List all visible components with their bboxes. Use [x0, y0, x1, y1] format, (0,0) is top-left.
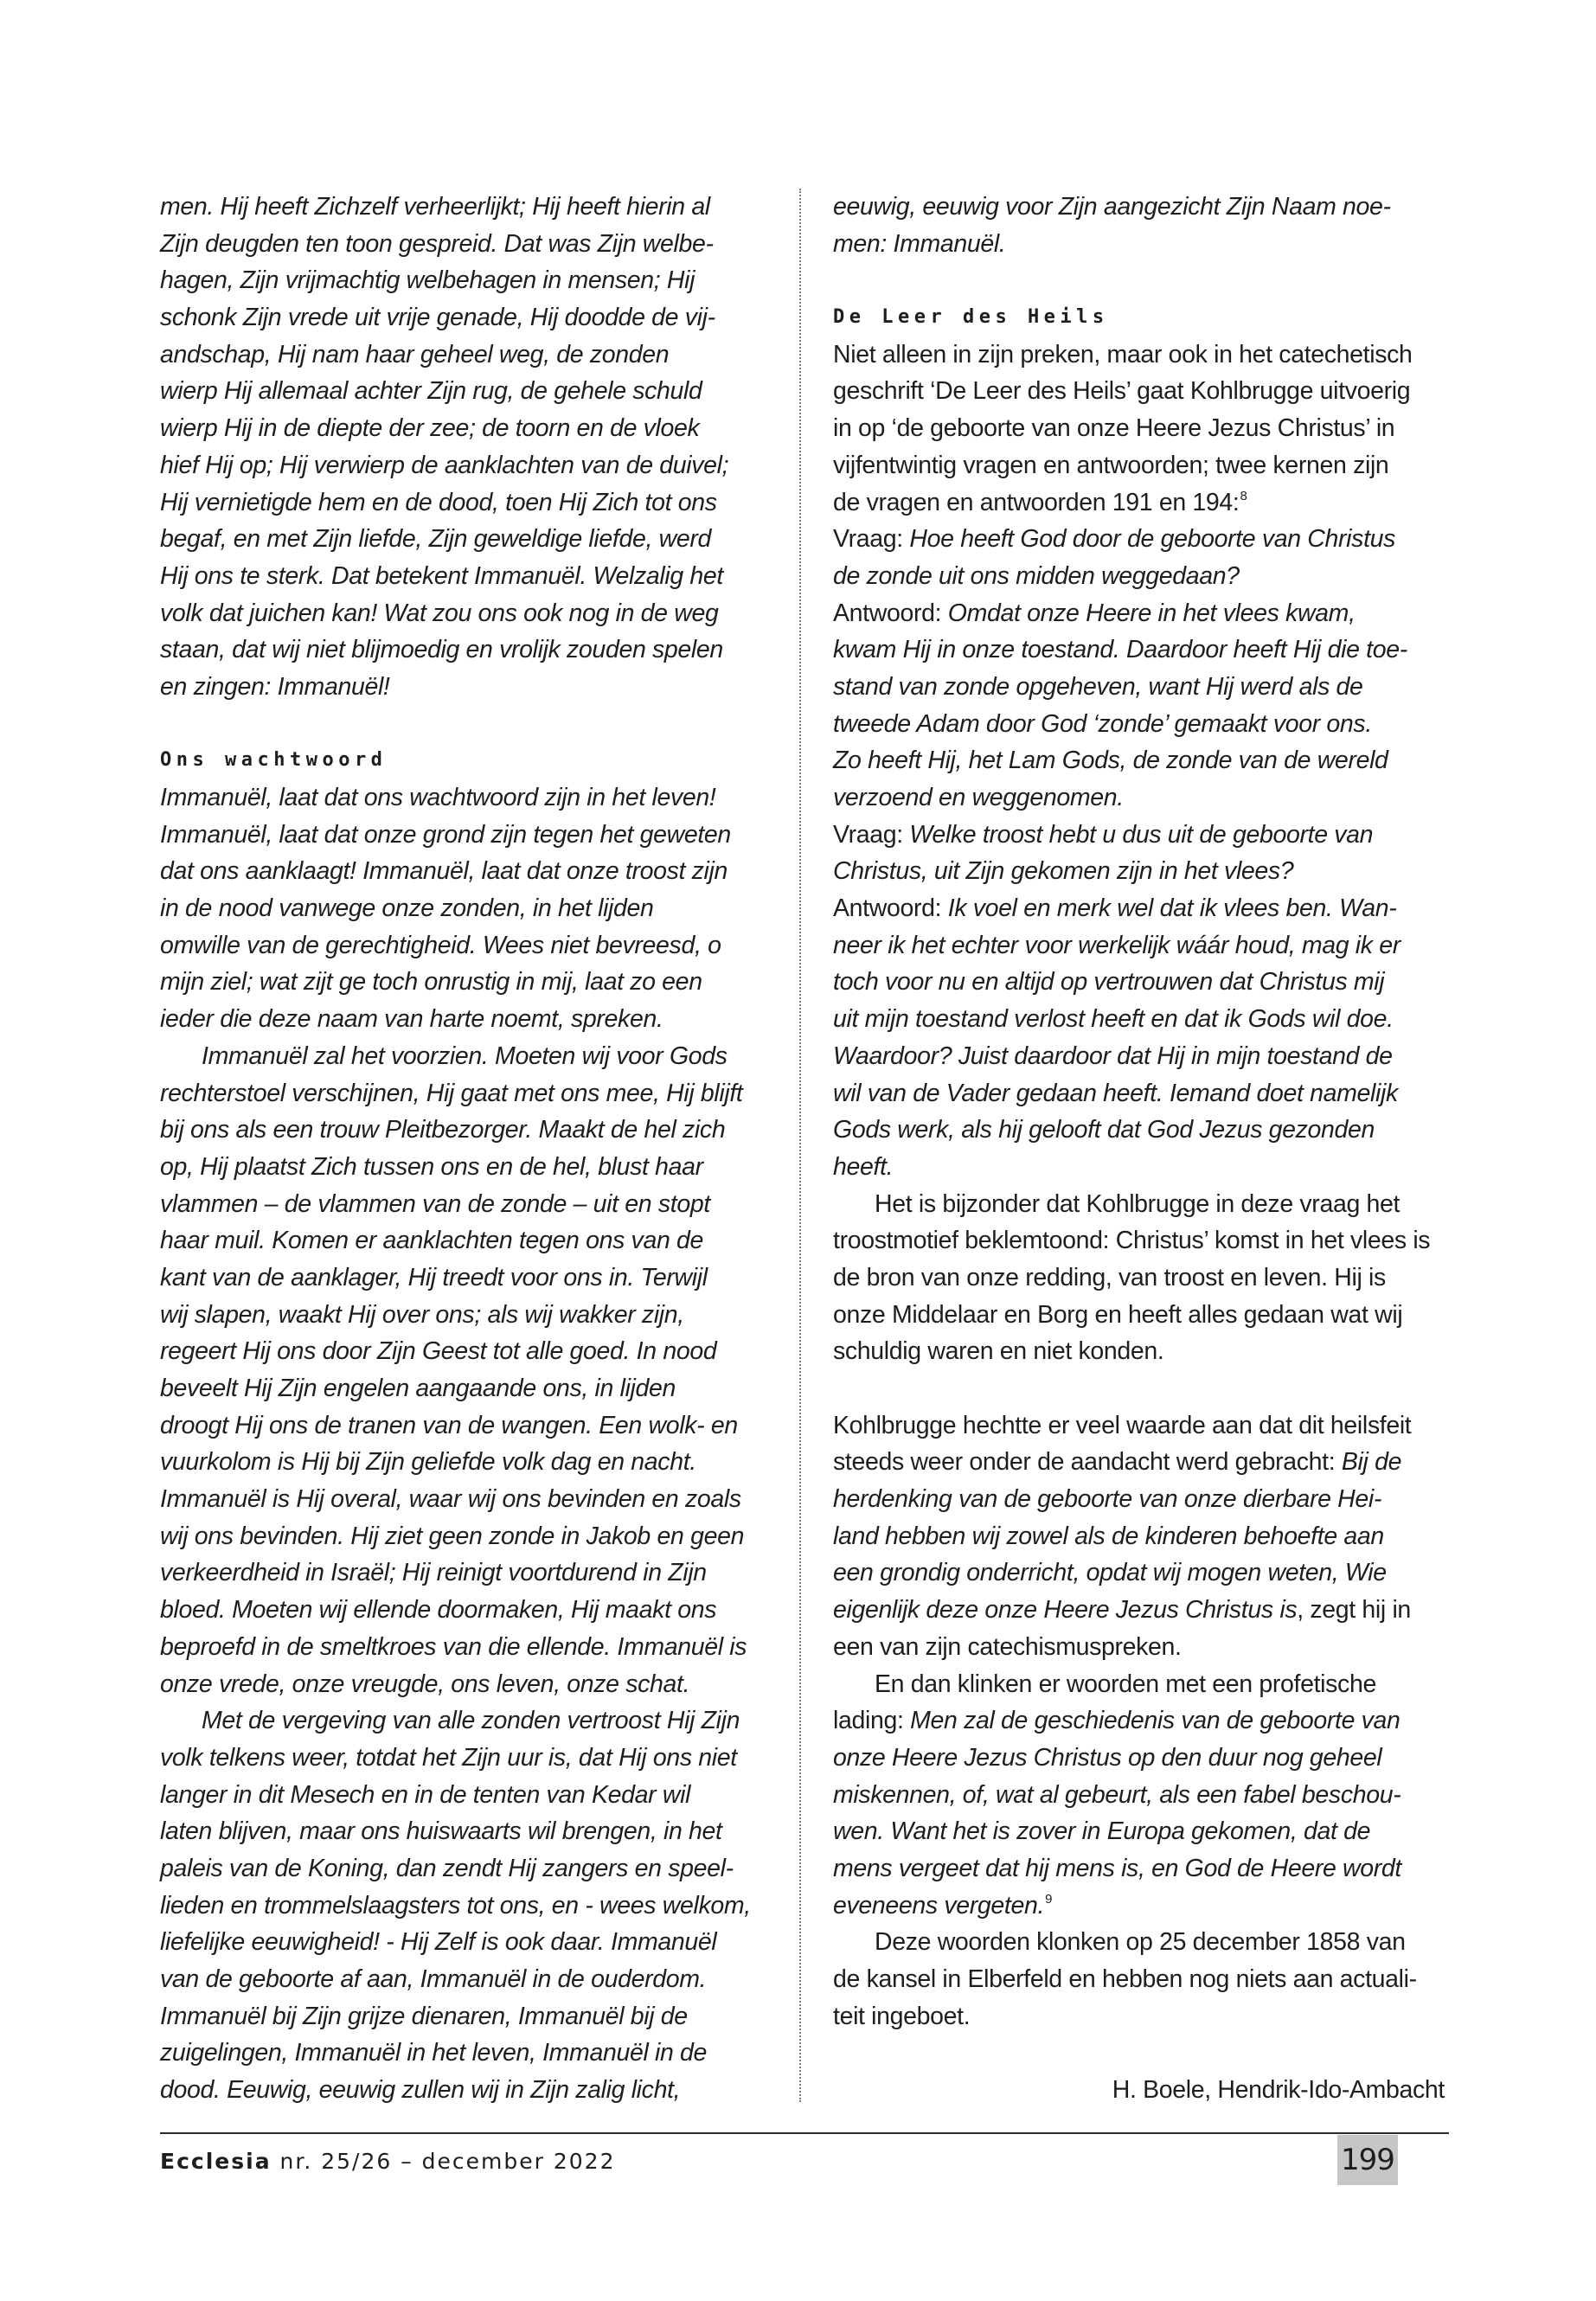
italic-text: Zo heeft Hij, het Lam Gods, de zonde van de wereld: [833, 747, 1388, 775]
italic-text: vuurkolom is Hij bij Zijn geliefde volk dag en nacht.: [160, 1448, 696, 1477]
italic-text: omwille van de gerechtigheid. Wees niet bevreesd, o: [160, 931, 721, 959]
italic-text: miskennen, of, wat al gebeurt, als een fabel beschou-: [833, 1780, 1401, 1809]
italic-text: mens vergeet dat hij mens is, en God de Heere wordt: [833, 1854, 1401, 1882]
italic-text: beproefd in de smeltkroes van die ellende. Immanuël is: [160, 1632, 747, 1661]
italic-text: mijn ziel; wat zijt ge toch onrustig in mij, laat zo een: [160, 968, 702, 997]
column-divider: [799, 189, 801, 2102]
italic-text: dood. Eeuwig, eeuwig zullen wij in Zijn zalig licht,: [160, 2076, 681, 2105]
italic-text: verzoend en weggenomen.: [833, 784, 1124, 811]
italic-text: volk telkens weer, totdat het Zijn uur is, dat Hij ons niet: [160, 1743, 737, 1772]
italic-text: en zingen: Immanuël!: [160, 672, 390, 701]
italic-text: neer ik het echter voor werkelijk wáár houd, mag ik er: [833, 931, 1401, 959]
text-line: [160, 1554, 766, 1592]
text-line: [160, 1888, 766, 1925]
italic-text: Waardoor? Juist daardoor dat Hij in mijn toestand de: [833, 1042, 1393, 1070]
text-line: [160, 1702, 766, 1740]
text-line: [160, 853, 766, 890]
text-line: [160, 558, 766, 595]
italic-text: Immanuël, laat dat onze grond zijn tegen het geweten: [160, 820, 731, 849]
text: geschrift ‘De Leer des Heils’ gaat Kohlbrugge uitvoerig: [833, 377, 1411, 406]
text-line: [833, 189, 1452, 226]
text-line: [833, 817, 1452, 854]
footer-publication: [160, 2149, 616, 2174]
text: in op ‘de geboorte van onze Heere Jezus Christus’ in: [833, 414, 1395, 443]
text-line: [160, 1813, 766, 1850]
text-line: [160, 669, 766, 706]
italic-text: volk dat juichen kan! Wat zou ons ook nog in de weg: [160, 599, 719, 627]
italic-text: Zijn deugden ten toon gespreid. Dat was Zijn welbe-: [160, 229, 714, 258]
italic-text: langer in dit Mesech en in de tenten van Kedar wil: [160, 1780, 691, 1809]
text-line: [160, 927, 766, 965]
text-line: [160, 1149, 766, 1186]
text-line: [160, 631, 766, 669]
italic-text: stand van zonde opgeheven, want Hij werd als de: [833, 672, 1363, 701]
text-line: [833, 853, 1452, 890]
text-line: [833, 1518, 1452, 1555]
text-line: [160, 779, 766, 817]
italic-text: men. Hij heeft Zichzelf verheerlijkt; Hij heeft hierin al: [160, 193, 710, 221]
text-line: [160, 890, 766, 927]
italic-text: onze vrede, onze vreugde, ons leven, onze schat.: [160, 1670, 690, 1698]
text: Het is bijzonder dat Kohlbrugge in deze vraag het: [875, 1189, 1401, 1218]
text-line: [833, 669, 1452, 706]
text-line: [833, 927, 1452, 965]
text-line: [833, 484, 1452, 522]
text: H. Boele, Hendrik-Ido-Ambacht: [1112, 2076, 1445, 2105]
text-line: [833, 1333, 1452, 1370]
italic-text: Immanuël bij Zijn grijze dienaren, Immanuël bij de: [160, 2002, 688, 2030]
text: de kansel in Elberfeld en hebben nog niets aan actuali-: [833, 1965, 1417, 1993]
italic-text: eeuwig, eeuwig voor Zijn aangezicht Zijn Naam noe-: [833, 193, 1391, 221]
text-line: [833, 521, 1452, 558]
text-line: [833, 1813, 1452, 1850]
text-line: [833, 706, 1452, 743]
italic-text: Met de vergeving van alle zonden vertroost Hij Zijn: [202, 1707, 740, 1735]
italic-text: Men zal de geschiedenis van de geboorte van: [910, 1707, 1401, 1735]
italic-text: Hij vernietigde hem en de dood, toen Hij Zich tot ons: [160, 488, 717, 516]
text-line: [833, 1850, 1452, 1888]
italic-text: laten blijven, maar ons huiswaarts wil brengen, in het: [160, 1817, 722, 1846]
text-line: [833, 1112, 1452, 1149]
left-column: [160, 189, 766, 2109]
text-line: [160, 1592, 766, 1629]
text-line: [160, 1961, 766, 1998]
text-line: [160, 1297, 766, 1334]
text-line: [160, 1259, 766, 1297]
text: , zegt hij in: [1297, 1596, 1411, 1625]
page-number: 199: [1337, 2135, 1398, 2185]
text-line: [160, 299, 766, 336]
text-line: [160, 817, 766, 854]
text-line: [160, 373, 766, 410]
text: schuldig waren en niet konden.: [833, 1337, 1164, 1366]
italic-text: in de nood vanwege onze zonden, in het lijden: [160, 894, 654, 923]
blank-line: [833, 1370, 1452, 1407]
text-line: [160, 2035, 766, 2072]
italic-text: Hoe heeft God door de geboorte van Christus: [909, 525, 1396, 554]
italic-text: op, Hij plaatst Zich tussen ons en de hel, blust haar: [160, 1152, 703, 1181]
text-line: [833, 890, 1452, 927]
text-line: [160, 410, 766, 447]
italic-text: herdenking van de geboorte van onze dierbare Hei-: [833, 1485, 1382, 1514]
italic-text: Immanuël is Hij overal, waar wij ons bevinden en zoals: [160, 1485, 741, 1514]
italic-text: van de geboorte af aan, Immanuël in de ouderdom.: [160, 1965, 707, 1993]
text: lading:: [833, 1707, 911, 1735]
italic-text: paleis van de Koning, dan zendt Hij zangers en speel-: [160, 1854, 734, 1882]
text-line: [833, 1924, 1452, 1961]
italic-text: rechterstoel verschijnen, Hij gaat met ons mee, Hij blijft: [160, 1079, 743, 1107]
text: En dan klinken er woorden met een profetische: [875, 1670, 1376, 1698]
text-line: [833, 631, 1452, 669]
italic-text: bloed. Moeten wij ellende doormaken, Hij maakt ons: [160, 1596, 717, 1625]
text-line: [833, 410, 1452, 447]
text-line: [833, 1407, 1452, 1445]
italic-text: Hij ons te sterk. Dat betekent Immanuël. Welzalig het: [160, 561, 723, 590]
text-line: [833, 1998, 1452, 2035]
text-line: [160, 1222, 766, 1259]
text: troostmotief beklemtoond: Christus’ komst in het vlees is: [833, 1227, 1431, 1255]
text: de bron van onze redding, van troost en leven. Hij is: [833, 1263, 1386, 1292]
text: Vraag:: [833, 525, 910, 554]
text-line: [833, 742, 1452, 779]
text: Deze woorden klonken op 25 december 1858 van: [875, 1928, 1406, 1957]
italic-text: wij ons bevinden. Hij ziet geen zonde in Jakob en geen: [160, 1522, 745, 1550]
text: steeds weer onder de aandacht werd gebracht:: [833, 1448, 1342, 1477]
text-line: [833, 1001, 1452, 1038]
text-line: [833, 1075, 1452, 1112]
italic-text: heeft.: [833, 1152, 894, 1181]
text-line: [160, 447, 766, 484]
blank-line: [833, 262, 1452, 299]
section-heading: Ons wachtwoord: [160, 749, 388, 772]
text-line: [833, 1629, 1452, 1666]
author-signature: [833, 2072, 1452, 2109]
text-line: [833, 1702, 1452, 1740]
text-line: [160, 1850, 766, 1888]
text-line: [160, 1333, 766, 1370]
text-line: [160, 2072, 766, 2109]
text-line: [833, 1666, 1452, 1703]
text-line: [160, 1038, 766, 1075]
text: Vraag:: [833, 820, 910, 849]
text-line: [160, 1407, 766, 1445]
italic-text: verkeerdheid in Israël; Hij reinigt voortdurend in Zijn: [160, 1559, 707, 1587]
text-line: [160, 1518, 766, 1555]
text-line: [833, 1444, 1452, 1481]
text-line: [160, 1370, 766, 1407]
italic-text: men: Immanuël.: [833, 229, 1006, 258]
text-line: [833, 1038, 1452, 1075]
italic-text: wen. Want het is zover in Europa gekomen, dat de: [833, 1817, 1371, 1846]
italic-text: de zonde uit ons midden weggedaan?: [833, 561, 1240, 590]
italic-text: begaf, en met Zijn liefde, Zijn geweldige liefde, werd: [160, 525, 711, 554]
text-line: [160, 484, 766, 522]
text-line: [833, 779, 1452, 817]
italic-text: schonk Zijn vrede uit vrije genade, Hij doodde de vij-: [160, 304, 715, 332]
text-line: [160, 1924, 766, 1961]
italic-text: regeert Hij ons door Zijn Geest tot alle goed. In nood: [160, 1337, 717, 1366]
text: Antwoord:: [833, 894, 948, 923]
italic-text: beveelt Hij Zijn engelen aangaande ons, in lijden: [160, 1375, 676, 1402]
italic-text: een grondig onderricht, opdat wij mogen weten, Wie: [833, 1559, 1387, 1587]
footnote-reference: 8: [1240, 488, 1247, 503]
italic-text: onze Heere Jezus Christus op den duur nog geheel: [833, 1743, 1382, 1772]
text-line: [833, 373, 1452, 410]
text: Niet alleen in zijn preken, maar ook in het catechetisch: [833, 340, 1413, 369]
text-line: [833, 558, 1452, 595]
italic-text: tweede Adam door God ‘zonde’ gemaakt voor ons.: [833, 709, 1372, 738]
italic-text: droogt Hij ons de tranen van de wangen. Een wolk- en: [160, 1411, 738, 1439]
text-line: [160, 1481, 766, 1518]
italic-text: uit mijn toestand verlost heeft en dat ik Gods wil doe.: [833, 1005, 1394, 1034]
text-line: [833, 447, 1452, 484]
text-line: [833, 1592, 1452, 1629]
text: onze Middelaar en Borg en heeft alles gedaan wat wij: [833, 1300, 1403, 1329]
text-line: [833, 336, 1452, 374]
text-line: [833, 964, 1452, 1001]
text-line: [833, 1777, 1452, 1814]
italic-text: dat ons aanklaagt! Immanuël, laat dat onze troost zijn: [160, 857, 727, 886]
blank-line: [160, 706, 766, 743]
text-line: [160, 1001, 766, 1038]
right-column: [833, 189, 1452, 2109]
italic-text: wierp Hij in de diepte der zee; de toorn en de vloek: [160, 414, 700, 443]
text-line: [160, 1777, 766, 1814]
italic-text: Omdat onze Heere in het vlees kwam,: [947, 599, 1356, 627]
italic-text: liefelijke eeuwigheid! - Hij Zelf is ook daar. Immanuël: [160, 1928, 717, 1957]
italic-text: lieden en trommelslaagsters tot ons, en - wees welkom,: [160, 1891, 751, 1920]
text-line: [833, 1961, 1452, 1998]
italic-text: hagen, Zijn vrijmachtig welbehagen in mensen; Hij: [160, 266, 695, 295]
text-line: [160, 1998, 766, 2035]
italic-text: land hebben wij zowel als de kinderen behoefte aan: [833, 1522, 1384, 1550]
text-line: [833, 1222, 1452, 1259]
italic-text: bij ons als een trouw Pleitbezorger. Maakt de hel zich: [160, 1116, 726, 1144]
text-line: [160, 189, 766, 226]
italic-text: wij slapen, waakt Hij over ons; als wij wakker zijn,: [160, 1300, 684, 1329]
italic-text: Immanuël zal het voorzien. Moeten wij voor Gods: [202, 1042, 727, 1070]
text: de vragen en antwoorden 191 en 194:: [833, 488, 1240, 516]
italic-text: toch voor nu en altijd op vertrouwen dat Christus mij: [833, 968, 1385, 997]
text-line: [160, 262, 766, 299]
text-line: [833, 1740, 1452, 1777]
italic-text: ieder die deze naam van harte noemt, spreken.: [160, 1005, 663, 1034]
italic-text: kwam Hij in onze toestand. Daardoor heeft Hij die toe-: [833, 636, 1407, 664]
italic-text: haar muil. Komen er aanklachten tegen ons van de: [160, 1227, 704, 1255]
italic-text: andschap, Hij nam haar geheel weg, de zonden: [160, 340, 670, 369]
text: Kohlbrugge hechtte er veel waarde aan dat dit heilsfeit: [833, 1411, 1412, 1439]
text-line: [160, 1075, 766, 1112]
italic-text: Immanuël, laat dat ons wachtwoord zijn in het leven!: [160, 784, 716, 811]
text-line: [833, 1259, 1452, 1297]
italic-text: wierp Hij allemaal achter Zijn rug, de gehele schuld: [160, 377, 702, 406]
text-line: [160, 1629, 766, 1666]
section-heading: De Leer des Heils: [833, 306, 1109, 329]
text-line: [160, 1112, 766, 1149]
text-line: [833, 1554, 1452, 1592]
italic-text: eveneens vergeten.: [833, 1891, 1045, 1920]
text-line: [160, 1666, 766, 1703]
text-line: [833, 1297, 1452, 1334]
italic-text: vlammen – de vlammen van de zonde – uit en stopt: [160, 1189, 710, 1218]
text-line: [160, 595, 766, 632]
text-line: [160, 1444, 766, 1481]
text-line: [160, 1186, 766, 1223]
text-line: [833, 1149, 1452, 1186]
text: teit ingeboet.: [833, 2002, 971, 2030]
text-line: [160, 336, 766, 374]
text-line: [833, 1888, 1452, 1925]
italic-text: Welke troost hebt u dus uit de geboorte van: [909, 820, 1374, 849]
footnote-reference: 9: [1045, 1891, 1053, 1907]
issue-info: nr. 25/26 – december 2022: [271, 2149, 616, 2174]
text-line: [833, 226, 1452, 263]
text-line: [160, 521, 766, 558]
text-line: [833, 595, 1452, 632]
text: Antwoord:: [833, 599, 948, 627]
text: vijfentwintig vragen en antwoorden; twee kernen zijn: [833, 451, 1389, 479]
text-line: [160, 1740, 766, 1777]
magazine-name: Ecclesia: [160, 2149, 272, 2174]
italic-text: Christus, uit Zijn gekomen zijn in het vlees?: [833, 857, 1294, 886]
text-line: [160, 226, 766, 263]
italic-text: kant van de aanklager, Hij treedt voor ons in. Terwijl: [160, 1263, 708, 1292]
text: een van zijn catechismuspreken.: [833, 1632, 1182, 1661]
italic-text: zuigelingen, Immanuël in het leven, Immanuël in de: [160, 2039, 708, 2067]
italic-text: Ik voel en merk wel dat ik vlees ben. Wan-: [947, 894, 1397, 923]
blank-line: [833, 2035, 1452, 2072]
footer-rule: [160, 2132, 1449, 2134]
italic-text: hief Hij op; Hij verwierp de aanklachten van de duivel;: [160, 451, 729, 479]
text-line: [833, 1481, 1452, 1518]
text-line: [160, 964, 766, 1001]
italic-text: staan, dat wij niet blijmoedig en vrolijk zouden spelen: [160, 636, 723, 664]
italic-text: wil van de Vader gedaan heeft. Iemand doet namelijk: [833, 1079, 1398, 1107]
italic-text: Gods werk, als hij gelooft dat God Jezus gezonden: [833, 1116, 1375, 1144]
italic-text: Bij de: [1341, 1448, 1402, 1477]
text-line: [833, 1186, 1452, 1223]
italic-text: eigenlijk deze onze Heere Jezus Christus is: [833, 1596, 1298, 1625]
